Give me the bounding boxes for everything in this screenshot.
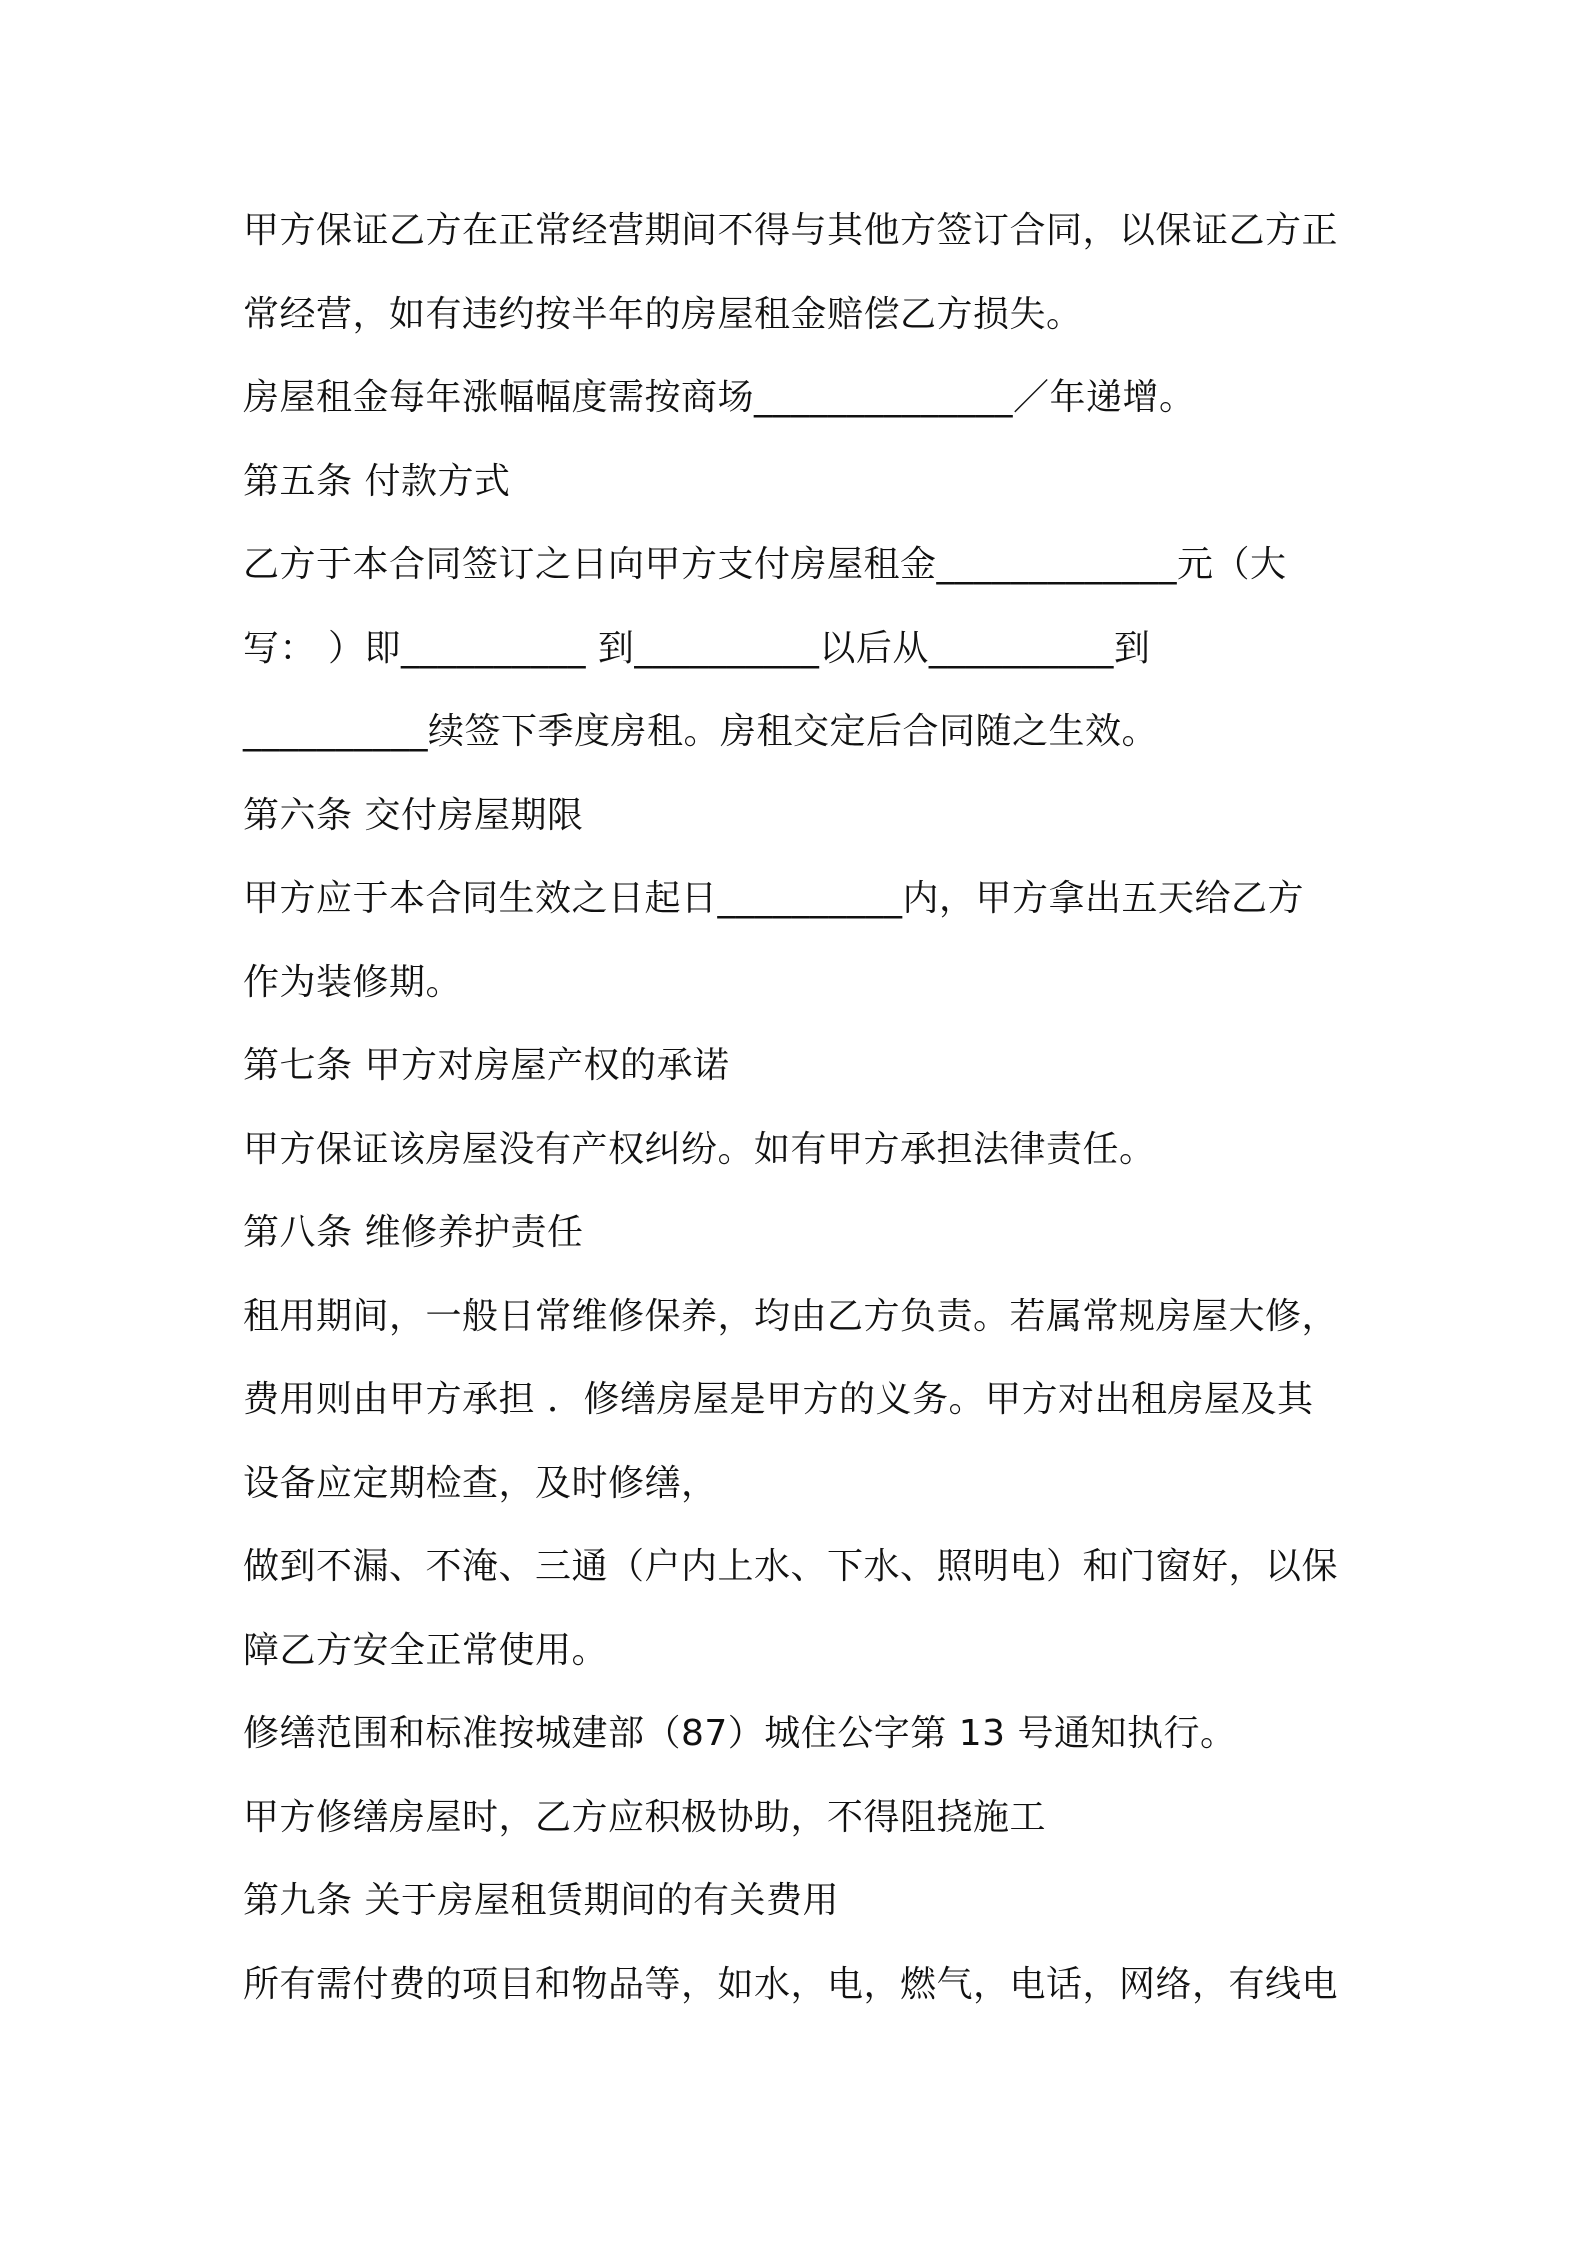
text-line: 甲方保证该房屋没有产权纠纷。如有甲方承担法律责任。 — [243, 1129, 1156, 1170]
text-line: 租用期间，一般日常维修保养，均由乙方负责。若属常规房屋大修， — [243, 1296, 1339, 1337]
text-line: 甲方修缮房屋时，乙方应积极协助，不得阻挠施工 — [243, 1797, 1047, 1838]
text-line: 做到不漏、不淹、三通（户内上水、下水、照明电）和门窗好，以保 — [243, 1546, 1339, 1587]
text-line: 乙方于本合同签订之日向甲方支付房屋租金_____________元（大 — [243, 544, 1287, 585]
text-line: 费用则由甲方承担 ．修缮房屋是甲方的义务。甲方对出租房屋及其 — [243, 1379, 1314, 1420]
article-heading: 第九条 关于房屋租赁期间的有关费用 — [243, 1880, 839, 1921]
text-line: 设备应定期检查，及时修缮， — [243, 1463, 718, 1504]
text-line: 房屋租金每年涨幅幅度需按商场______________／年递增。 — [243, 377, 1196, 418]
text-line: __________续签下季度房租。房租交定后合同随之生效。 — [243, 711, 1159, 752]
article-heading: 第八条 维修养护责任 — [243, 1212, 584, 1253]
text-line: 障乙方安全正常使用。 — [243, 1630, 609, 1671]
text-line: 所有需付费的项目和物品等，如水，电，燃气，电话，网络，有线电 — [243, 1964, 1339, 2005]
article-heading: 第六条 交付房屋期限 — [243, 795, 584, 836]
article-heading: 第七条 甲方对房屋产权的承诺 — [243, 1045, 730, 1086]
text-line: 常经营，如有违约按半年的房屋租金赔偿乙方损失。 — [243, 294, 1083, 335]
article-heading: 第五条 付款方式 — [243, 461, 511, 502]
text-line: 写： ）即__________ 到__________以后从__________到 — [243, 628, 1151, 669]
text-line: 甲方应于本合同生效之日起日__________内，甲方拿出五天给乙方 — [243, 878, 1305, 919]
text-line: 甲方保证乙方在正常经营期间不得与其他方签订合同，以保证乙方正 — [243, 210, 1339, 251]
text-line: 作为装修期。 — [243, 962, 463, 1003]
text-line: 修缮范围和标准按城建部（87）城住公字第 13 号通知执行。 — [243, 1713, 1237, 1754]
